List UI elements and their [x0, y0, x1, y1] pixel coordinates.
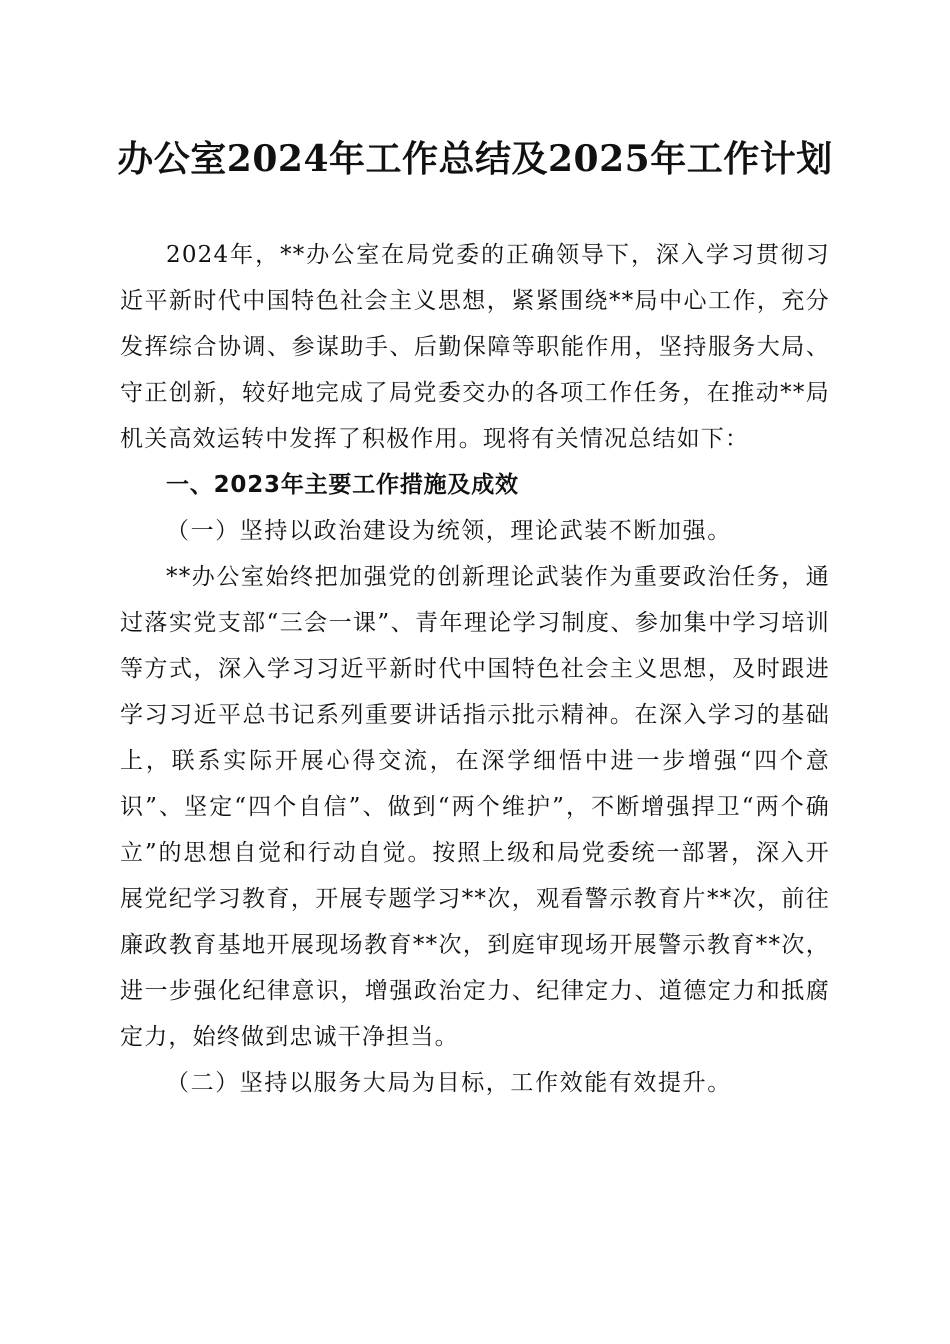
- subsection-body-1: **办公室始终把加强党的创新理论武装作为重要政治任务，通过落实党支部“三会一课”、青年理论学习制度、参加集中学习培训等方式，深入学习习近平新时代中国特色社会主义思想，及时跟进学习习近平总书记系列重要讲话指示批示精神。在深入学习的基础上，联系实际开展心得交流，在深学细悟中进一步增强“四个意识”、坚定“四个自信”、做到“两个维护”，不断增强捍卫“两个确立”的思想自觉和行动自觉。按照上级和局党委统一部署，深入开展党纪学习教育，开展专题学习**次，观看警示教育片**次，前往廉政教育基地开展现场教育**次，到庭审现场开展警示教育**次，进一步强化纪律意识，增强政治定力、纪律定力、道德定力和抵腐定力，始终做到忠诚干净担当。: [120, 564, 830, 1050]
- subsection-heading-1: （一）坚持以政治建设为统领，理论武装不断加强。: [166, 518, 732, 544]
- document-body: [120, 232, 830, 1106]
- section-heading-1: 一、2023年主要工作措施及成效: [166, 472, 519, 498]
- document-title: 办公室2024年工作总结及2025年工作计划: [117, 138, 833, 180]
- intro-paragraph: 2024年，**办公室在局党委的正确领导下，深入学习贯彻习近平新时代中国特色社会主义思想，紧紧围绕**局中心工作，充分发挥综合协调、参谋助手、后勤保障等职能作用，坚持服务大局、守正创新，较好地完成了局党委交办的各项工作任务，在推动**局机关高效运转中发挥了积极作用。现将有关情况总结如下：: [120, 242, 830, 452]
- subsection-heading-2: （二）坚持以服务大局为目标，工作效能有效提升。: [166, 1070, 732, 1096]
